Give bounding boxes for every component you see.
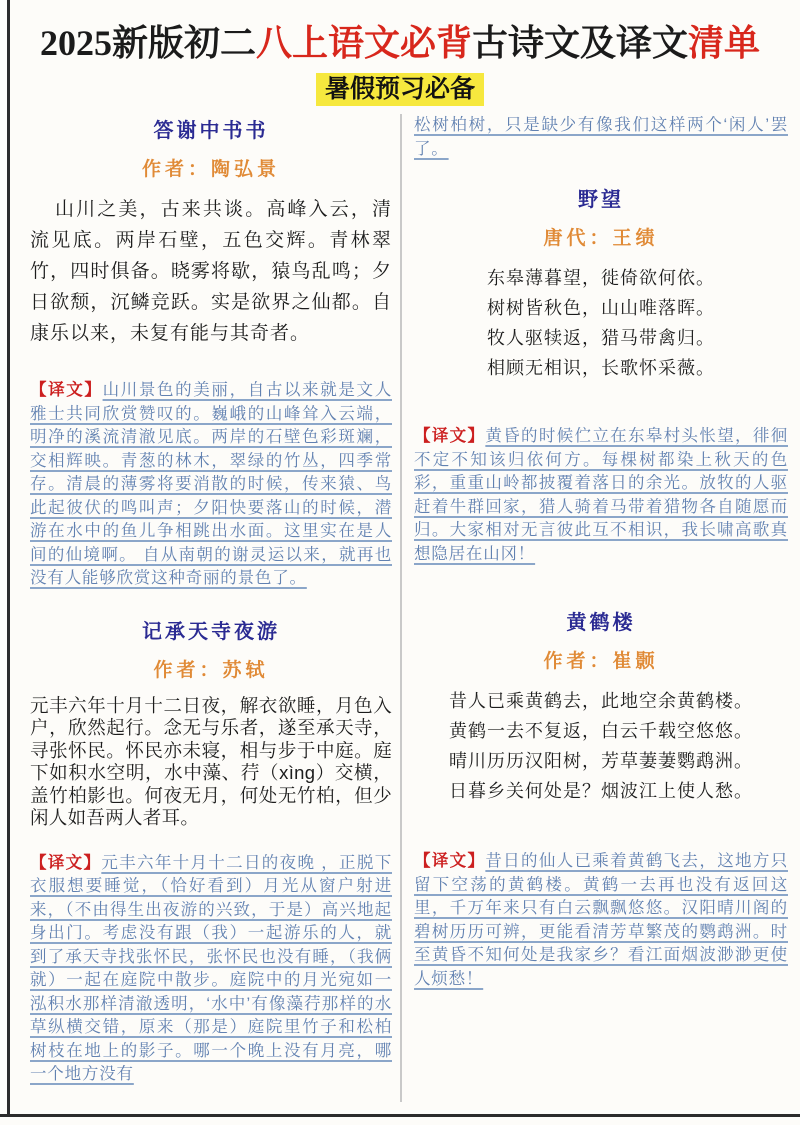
right-column — [414, 110, 788, 1087]
translation-paragraph — [30, 852, 392, 1087]
page-header — [0, 0, 800, 106]
poem-line: 相顾无相识，长歌怀采薇。 — [487, 358, 715, 378]
translation-text: 黄昏的时候伫立在东皋村头怅望，徘徊不定不知该归依何方。每棵树都染上秋天的色彩，重重山岭都披覆着落日的余光。放牧的人驱赶着牛群回家，猎人骑着马带着猎物各自随愿而归。大家相对无言彼此互不相识，我长啸高歌真想隐居在山冈！ — [414, 427, 788, 563]
section-night-tour-chengtian-temple — [30, 619, 392, 1087]
title-segment: 古诗文及译文 — [472, 23, 689, 63]
classical-text: 山川之美，古来共谈。高峰入云，清流见底。两岸石壁，五色交辉。青林翠竹，四时俱备。晓雾将歇，猿鸟乱鸣；夕日欲颓，沉鳞竞跃。实是欲界之仙都。自康乐以来，未复有能与其奇者。 — [30, 199, 392, 344]
translation-label: 【译文】 — [30, 381, 103, 399]
translation-label: 【译文】 — [414, 852, 486, 870]
title-segment: 2025新版初二 — [39, 23, 256, 63]
subtitle-row — [0, 73, 800, 106]
section-author: 作者：崔颢 — [543, 651, 659, 672]
section-yewang — [414, 187, 788, 566]
left-column — [30, 110, 392, 1087]
title-segment: 八上语文必背 — [255, 23, 472, 63]
translation-text: 昔日的仙人已乘着黄鹤飞去，这地方只留下空荡的黄鹤楼。黄鹤一去再也没有返回这里，千万年来只有白云飘飘悠悠。汉阳晴川阁的碧树历历可辨，更能看清芳草繁茂的鹦鹉洲。时至黄昏不知何处是我家乡？看江面烟波渺渺更使人烦愁！ — [414, 852, 788, 988]
poem-line: 树树皆秋色，山山唯落晖。 — [487, 298, 715, 318]
poem-line: 晴川历历汉阳树，芳草萋萋鹦鹉洲。 — [449, 751, 753, 771]
poem-line: 黄鹤一去不复返，白云千载空悠悠。 — [449, 721, 753, 741]
subtitle-highlight: 暑假预习必备 — [316, 73, 484, 106]
translation-label: 【译文】 — [30, 853, 102, 872]
section-author: 作者：陶弘景 — [141, 159, 280, 180]
left-edge-line — [7, 0, 10, 1116]
column-divider — [400, 114, 402, 1102]
section-yellow-crane-tower — [414, 610, 788, 991]
translation-paragraph — [414, 425, 788, 566]
section-author: 唐代：王绩 — [543, 228, 659, 249]
section-answer-to-xie-zhongshu — [30, 118, 392, 591]
bottom-edge-line — [0, 1114, 800, 1117]
poem-lines — [414, 686, 788, 806]
section-title: 黄鹤楼 — [566, 612, 636, 634]
translation-text: 松树柏树，只是缺少有像我们这样两个‘闲人’罢了。 — [414, 116, 788, 158]
poem-line: 昔人已乘黄鹤去，此地空余黄鹤楼。 — [449, 691, 753, 711]
page-title — [0, 20, 800, 66]
poem-line: 牧人驱犊返，猎马带禽归。 — [487, 328, 715, 348]
section-author: 作者：苏轼 — [153, 659, 269, 681]
poem-line: 东皋薄暮望，徙倚欲何依。 — [487, 268, 715, 288]
translation-paragraph — [30, 379, 392, 591]
classical-text: 元丰六年十月十二日夜，解衣欲睡，月色入户，欣然起行。念无与乐者，遂至承天寺，寻张怀民。怀民亦未寝，相与步于中庭。庭下如积水空明，水中藻、荇（xìng）交横，盖竹柏影也。何夜无月，何处无竹柏，但少闲人如吾两人者耳。 — [30, 694, 392, 828]
translation-label: 【译文】 — [414, 427, 486, 445]
poem-lines — [414, 263, 788, 383]
section-title: 记承天寺夜游 — [142, 620, 280, 643]
translation-paragraph — [414, 850, 788, 991]
title-segment: 清单 — [688, 23, 761, 63]
translation-text: 山川景色的美丽，自古以来就是文人雅士共同欣赏赞叹的。巍峨的山峰耸入云端，明净的溪流清澈见底。两岸的石壁色彩斑斓，交相辉映。青葱的林木，翠绿的竹丛，四季常存。清晨的薄雾将要消散的时候，传来猿、鸟此起彼伏的鸣叫声；夕阳快要落山的时候，潜游在水中的鱼儿争相跳出水面。这里实在是人间的仙境啊。 自从南朝的谢灵运以来，就再也没有人能够欣赏这种奇丽的景色了。 — [30, 381, 392, 587]
section-title: 野望 — [578, 189, 624, 211]
translation-continuation — [414, 114, 788, 161]
section-title: 答谢中书书 — [153, 120, 269, 142]
translation-text: 元丰六年十月十二日的夜晚 ，正脱下衣服想要睡觉，（恰好看到）月光从窗户射进来，（不由得生出夜游的兴致，于是）高兴地起身出门。考虑没有跟（我）一起游乐的人，就到了承天寺找张怀民，张怀民也没有睡，（我俩就）一起在庭院中散步。庭院中的月光宛如一泓积水那样清澈透明，‘水中’有像藻荇那样的水草纵横交错，原来（那是）庭院里竹子和松柏树枝在地上的影子。哪一个晚上没有月亮，哪一个地方没有 — [30, 853, 392, 1083]
poem-line: 日暮乡关何处是？烟波江上使人愁。 — [449, 781, 753, 801]
